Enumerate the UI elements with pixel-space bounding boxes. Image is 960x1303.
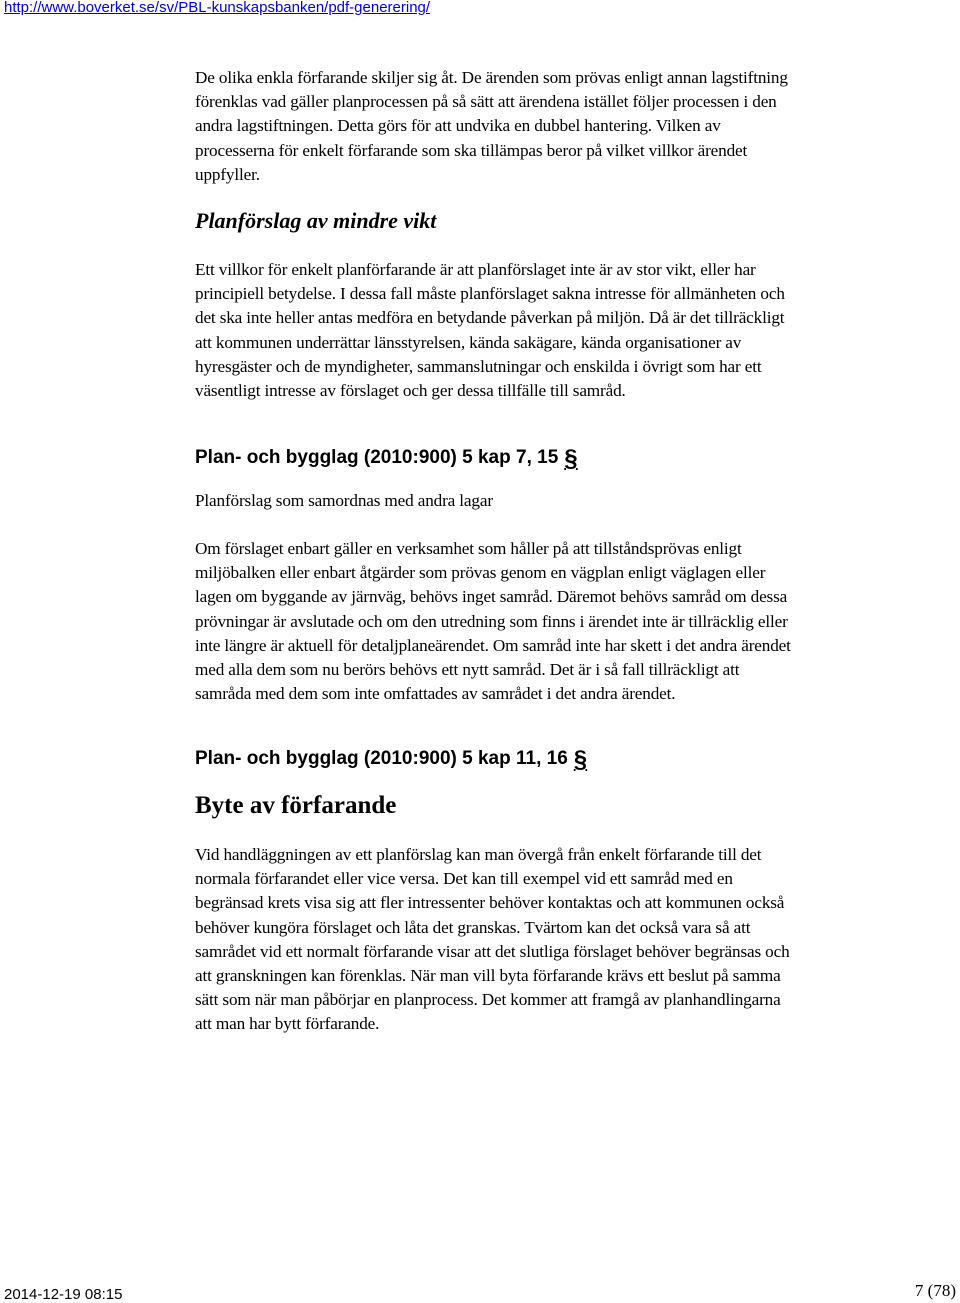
law-reference-2-section-symbol[interactable]: §: [573, 746, 588, 773]
intro-paragraph-block: [195, 66, 795, 187]
byte-paragraph: Vid handläggningen av ett planförslag kan man övergå från enkelt förfarande till det normala förfarandet eller vice versa. Det kan till exempel vid ett samråd med en begränsad krets visa sig att fler intressenter behöver kontaktas och att kommunen också behöver kungöra förslaget och låta det granskas. Tvärtom kan det också vara så att samrådet vid ett normalt förfarande visar att det slutliga förslaget behöver begränsas och att granskningen kan förenklas. När man vill byta förfarande krävs ett beslut på samma sätt som när man påbörjar en planprocess. Det kommer att framgå av planhandlingarna att man har bytt förfarande.: [195, 845, 790, 1034]
samordnas-subheading-block: [195, 489, 795, 513]
footer-page-number: 7 (78): [914, 1281, 956, 1300]
samordnas-paragraph: Om förslaget enbart gäller en verksamhet som håller på att tillståndsprövas enligt miljöbalken eller enbart åtgärder som prövas genom en vägplan enligt väglagen eller lagen om byggande av järnväg, behövs inget samråd. Däremot behövs samråd om dessa prövningar är avslutade och om den utredning som finns i ärendet inte är tillräcklig eller inte längre är aktuell för detaljplaneärendet. Om samråd inte har skett i det andra ärendet med alla dem som nu berörs behövs ett nytt samråd. Det är i så fall tillräckligt att samråda med dem som inte omfattades av samrådet i det andra ärendet.: [195, 539, 791, 704]
samordnas-paragraph-block: [195, 537, 795, 706]
law-reference-1-section-symbol[interactable]: §: [564, 445, 578, 472]
subheading-planforslag-som-samordnas: Planförslag som samordnas med andra lagar: [195, 491, 493, 510]
law-reference-heading-1: [195, 446, 578, 470]
mindre-vikt-paragraph: Ett villkor för enkelt planförfarande är att planförslaget inte är av stor vikt, eller har principiell betydelse. I dessa fall måste planförslaget sakna intresse för allmänheten och det ska inte heller antas medföra en betydande påverkan på miljön. Då är det tillräckligt att kommunen underrättar länsstyrelsen, kända sakägare, kända organisationer av hyresgäster och de myndigheter, sammanslutningar och enskilda i övrigt som har ett väsentligt intresse av förslaget och ger dessa tillfälle till samråd.: [195, 260, 785, 401]
intro-paragraph: De olika enkla förfarande skiljer sig åt. De ärenden som prövas enligt annan lagstiftning förenklas vad gäller planprocessen på så sätt att ärendena istället följer processen i den andra lagstiftningen. Detta görs för att undvika en dubbel hantering. Vilken av processerna för enkelt förfarande som ska tillämpas beror på vilket villkor ärendet uppfyller.: [195, 68, 788, 184]
law-reference-1-text: Plan- och bygglag (2010:900) 5 kap 7, 15: [195, 447, 559, 468]
footer-datetime: 2014-12-19 08:15: [4, 1286, 123, 1303]
law-reference-heading-2: [195, 747, 587, 771]
page-url-link[interactable]: http://www.boverket.se/sv/PBL-kunskapsbanken/pdf-generering/: [4, 0, 431, 16]
heading-byte-av-forfarande: Byte av förfarande: [195, 792, 397, 819]
law-reference-2-text: Plan- och bygglag (2010:900) 5 kap 11, 16: [195, 748, 568, 769]
heading-planforslag-av-mindre-vikt: Planförslag av mindre vikt: [195, 208, 437, 233]
mindre-vikt-paragraph-block: [195, 258, 795, 403]
byte-paragraph-block: [195, 843, 795, 1037]
